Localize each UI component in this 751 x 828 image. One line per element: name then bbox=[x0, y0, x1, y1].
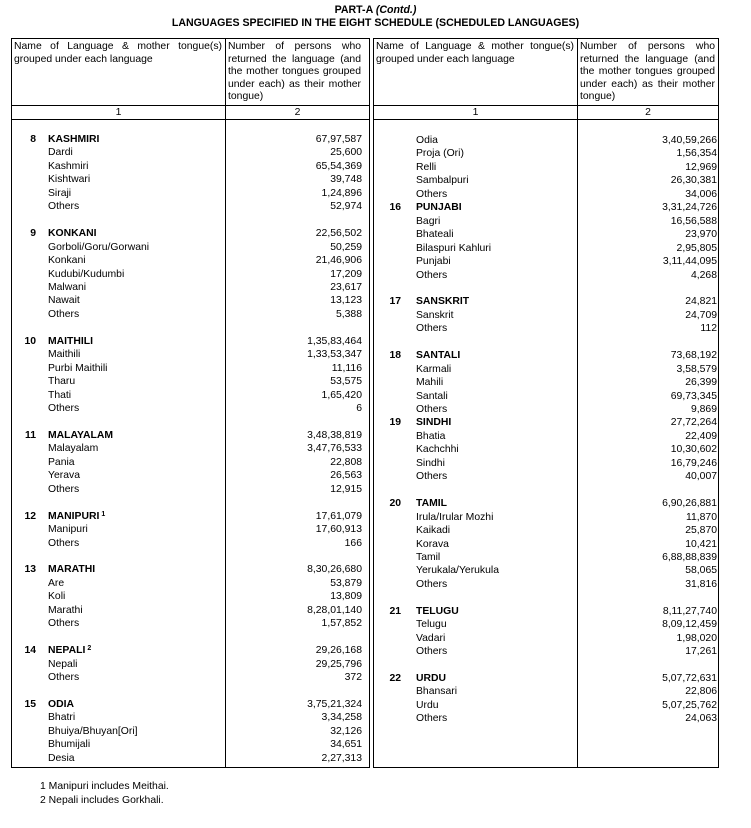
mother-tongue-name: Sindhi bbox=[416, 457, 445, 469]
persons-count: 4,268 bbox=[690, 269, 717, 281]
mother-tongue-row bbox=[374, 134, 718, 148]
persons-count: 3,47,76,533 bbox=[307, 443, 362, 455]
mother-tongue-row bbox=[374, 632, 718, 646]
mother-tongue-row bbox=[374, 685, 718, 699]
persons-count: 29,26,168 bbox=[315, 645, 362, 657]
persons-count: 22,808 bbox=[330, 456, 362, 468]
persons-count: 3,40,59,266 bbox=[662, 135, 717, 146]
mother-tongue-row bbox=[374, 255, 718, 269]
mother-tongue-name: Yerukala/Yerukula bbox=[416, 565, 499, 577]
persons-count: 3,58,579 bbox=[676, 363, 717, 375]
persons-count: 67,97,587 bbox=[315, 134, 362, 145]
persons-count: 8,28,01,140 bbox=[307, 604, 362, 616]
mother-tongue-row bbox=[12, 160, 369, 174]
mother-tongue-name: Bagri bbox=[416, 215, 441, 227]
mother-tongue-row bbox=[12, 362, 369, 376]
mother-tongue-name: Korava bbox=[416, 538, 449, 550]
mother-tongue-name: Kishtwari bbox=[48, 174, 91, 186]
mother-tongue-name: Others bbox=[416, 269, 448, 281]
mother-tongue-name: Desia bbox=[48, 752, 75, 764]
mother-tongue-row bbox=[374, 242, 718, 256]
persons-count: 26,399 bbox=[685, 377, 717, 389]
footnote-1: 1 Manipuri includes Meithai. bbox=[40, 781, 169, 792]
serial-number: 14 bbox=[24, 645, 36, 657]
language-row bbox=[374, 497, 718, 511]
column-number-rule bbox=[374, 119, 718, 120]
part-label: PART-A bbox=[334, 4, 373, 16]
mother-tongue-row bbox=[12, 375, 369, 389]
language-row bbox=[374, 672, 718, 686]
serial-number: 12 bbox=[24, 510, 36, 522]
left-table-panel bbox=[11, 38, 370, 768]
mother-tongue-row bbox=[374, 511, 718, 525]
mother-tongue-name: Pania bbox=[48, 456, 75, 468]
persons-count: 40,007 bbox=[685, 471, 717, 483]
persons-count: 11,116 bbox=[331, 362, 362, 374]
mother-tongue-row bbox=[374, 457, 718, 471]
persons-count: 13,809 bbox=[330, 591, 362, 603]
mother-tongue-row bbox=[374, 618, 718, 632]
mother-tongue-row bbox=[12, 469, 369, 483]
mother-tongue-name: Bhumijali bbox=[48, 739, 91, 751]
mother-tongue-row bbox=[374, 309, 718, 323]
mother-tongue-row bbox=[374, 712, 718, 726]
mother-tongue-name: Proja (Ori) bbox=[416, 148, 464, 160]
mother-tongue-row bbox=[12, 725, 369, 739]
mother-tongue-row bbox=[12, 671, 369, 685]
mother-tongue-row bbox=[12, 187, 369, 201]
persons-count: 34,651 bbox=[330, 739, 362, 751]
mother-tongue-name: Bhateali bbox=[416, 229, 454, 241]
right-table-panel bbox=[373, 38, 719, 768]
mother-tongue-row bbox=[374, 645, 718, 659]
language-name: SANTALI bbox=[416, 350, 461, 362]
part-heading bbox=[0, 4, 751, 16]
persons-count: 12,915 bbox=[330, 483, 362, 495]
name-column-header: Name of Language & mother tongue(s) grouped under each language bbox=[376, 41, 574, 65]
mother-tongue-name: Malwani bbox=[48, 281, 87, 293]
language-row bbox=[12, 227, 369, 241]
language-name: TELUGU bbox=[416, 605, 459, 617]
persons-count: 1,33,53,347 bbox=[307, 349, 362, 361]
column-number-2: 2 bbox=[645, 107, 651, 118]
language-name: KASHMIRI bbox=[48, 134, 100, 145]
mother-tongue-row bbox=[12, 577, 369, 591]
persons-count: 22,806 bbox=[685, 686, 717, 698]
mother-tongue-row bbox=[12, 294, 369, 308]
mother-tongue-row bbox=[12, 254, 369, 268]
mother-tongue-row bbox=[374, 564, 718, 578]
language-row bbox=[374, 295, 718, 309]
language-name: ODIA bbox=[48, 698, 74, 710]
persons-count: 58,065 bbox=[685, 565, 717, 577]
serial-number: 9 bbox=[30, 228, 36, 240]
mother-tongue-name: Purbi Maithili bbox=[48, 362, 108, 374]
persons-count: 5,07,25,762 bbox=[662, 699, 717, 711]
mother-tongue-row bbox=[374, 551, 718, 565]
mother-tongue-name: Others bbox=[48, 201, 80, 213]
persons-count: 112 bbox=[700, 323, 717, 335]
mother-tongue-name: Yerava bbox=[48, 470, 80, 482]
language-row bbox=[12, 429, 369, 443]
footnote-2: 2 Nepali includes Gorkhali. bbox=[40, 794, 164, 806]
mother-tongue-row bbox=[12, 348, 369, 362]
count-column-header: Number of persons who returned the language (and the mother tongues grouped under each) as their mother tongue) bbox=[228, 41, 361, 102]
serial-number: 16 bbox=[389, 202, 401, 214]
persons-count: 25,600 bbox=[330, 147, 362, 159]
mother-tongue-name: Vadari bbox=[416, 632, 446, 644]
mother-tongue-row bbox=[12, 604, 369, 618]
mother-tongue-name: Thati bbox=[48, 389, 72, 401]
language-row bbox=[12, 133, 369, 147]
persons-count: 31,816 bbox=[685, 578, 717, 590]
mother-tongue-row bbox=[374, 188, 718, 202]
persons-count: 16,56,588 bbox=[670, 215, 717, 227]
mother-tongue-row bbox=[12, 456, 369, 470]
mother-tongue-name: Others bbox=[416, 578, 448, 590]
mother-tongue-row bbox=[374, 699, 718, 713]
mother-tongue-name: Bilaspuri Kahluri bbox=[416, 242, 492, 254]
persons-count: 3,75,21,324 bbox=[307, 698, 362, 710]
persons-count: 24,709 bbox=[685, 309, 717, 321]
language-row bbox=[12, 510, 369, 524]
persons-count: 65,54,369 bbox=[315, 160, 362, 172]
persons-count: 50,259 bbox=[330, 241, 362, 253]
persons-count: 25,870 bbox=[685, 525, 717, 537]
serial-number: 21 bbox=[389, 605, 401, 617]
persons-count: 69,73,345 bbox=[670, 390, 717, 402]
mother-tongue-row bbox=[12, 389, 369, 403]
mother-tongue-row bbox=[12, 658, 369, 672]
language-row bbox=[12, 698, 369, 712]
mother-tongue-name: Tharu bbox=[48, 376, 76, 388]
persons-count: 22,56,502 bbox=[315, 228, 362, 240]
mother-tongue-row bbox=[12, 738, 369, 752]
mother-tongue-row bbox=[374, 470, 718, 484]
persons-count: 73,68,192 bbox=[670, 350, 717, 362]
language-row bbox=[374, 201, 718, 215]
mother-tongue-row bbox=[12, 268, 369, 282]
persons-count: 24,063 bbox=[685, 713, 717, 725]
language-name: MANIPURI $^1$ bbox=[48, 510, 106, 522]
mother-tongue-name: Others bbox=[48, 308, 80, 320]
persons-count: 5,388 bbox=[335, 308, 362, 320]
mother-tongue-name: Others bbox=[416, 188, 448, 200]
mother-tongue-name: Bhatri bbox=[48, 712, 76, 724]
mother-tongue-name: Urdu bbox=[416, 699, 439, 711]
mother-tongue-name: Kaikadi bbox=[416, 525, 451, 537]
mother-tongue-row bbox=[12, 523, 369, 537]
language-row bbox=[12, 563, 369, 577]
persons-count: 11,870 bbox=[685, 511, 717, 523]
persons-count: 27,72,264 bbox=[670, 417, 717, 429]
persons-count: 22,409 bbox=[685, 430, 717, 442]
persons-count: 3,34,258 bbox=[321, 712, 362, 724]
persons-count: 29,25,796 bbox=[315, 658, 362, 670]
mother-tongue-row bbox=[12, 173, 369, 187]
persons-count: 10,421 bbox=[685, 538, 717, 550]
language-row bbox=[374, 349, 718, 363]
language-name: MARATHI bbox=[48, 564, 96, 576]
mother-tongue-name: Kachchhi bbox=[416, 444, 459, 456]
mother-tongue-row bbox=[374, 524, 718, 538]
mother-tongue-row bbox=[374, 430, 718, 444]
mother-tongue-name: Irula/Irular Mozhi bbox=[416, 511, 494, 523]
language-name: URDU bbox=[416, 673, 447, 684]
persons-count: 1,57,852 bbox=[321, 618, 362, 630]
mother-tongue-row bbox=[12, 752, 369, 766]
mother-tongue-name: Kashmiri bbox=[48, 160, 89, 172]
persons-count: 3,31,24,726 bbox=[662, 202, 717, 214]
language-name: MAITHILI bbox=[48, 335, 94, 347]
mother-tongue-name: Santali bbox=[416, 390, 448, 402]
mother-tongue-name: Others bbox=[416, 471, 448, 483]
mother-tongue-row bbox=[12, 483, 369, 497]
language-name: NEPALI $^2$ bbox=[48, 645, 92, 657]
mother-tongue-row bbox=[374, 161, 718, 175]
language-row bbox=[374, 416, 718, 430]
serial-number: 18 bbox=[389, 350, 401, 362]
mother-tongue-name: Odia bbox=[416, 135, 438, 146]
mother-tongue-name: Relli bbox=[416, 161, 437, 173]
serial-number: 17 bbox=[389, 296, 401, 308]
mother-tongue-row bbox=[374, 147, 718, 161]
mother-tongue-name: Others bbox=[48, 672, 80, 683]
mother-tongue-row bbox=[374, 228, 718, 242]
persons-count: 1,35,83,464 bbox=[307, 335, 362, 347]
persons-count: 32,126 bbox=[330, 725, 362, 737]
mother-tongue-row bbox=[12, 281, 369, 295]
mother-tongue-name: Koli bbox=[48, 591, 66, 603]
persons-count: 17,209 bbox=[330, 268, 362, 280]
mother-tongue-row bbox=[12, 442, 369, 456]
persons-count: 26,30,381 bbox=[670, 175, 717, 187]
mother-tongue-row bbox=[374, 174, 718, 188]
persons-count: 39,748 bbox=[330, 174, 362, 186]
mother-tongue-name: Nepali bbox=[48, 658, 78, 670]
mother-tongue-row bbox=[374, 443, 718, 457]
language-name: SANSKRIT bbox=[416, 296, 470, 308]
persons-count: 23,970 bbox=[685, 229, 717, 241]
mother-tongue-name: Others bbox=[48, 537, 80, 549]
persons-count: 6 bbox=[356, 403, 362, 414]
mother-tongue-row bbox=[374, 269, 718, 283]
footnote-marker: 1 bbox=[101, 510, 106, 518]
column-number-rule bbox=[12, 119, 369, 120]
persons-count: 6,90,26,881 bbox=[662, 498, 717, 510]
column-number-1: 1 bbox=[472, 107, 479, 118]
persons-count: 26,563 bbox=[330, 470, 362, 482]
language-name: PUNJABI bbox=[416, 202, 462, 214]
serial-number: 13 bbox=[24, 564, 36, 576]
mother-tongue-name: Bhansari bbox=[416, 686, 458, 698]
mother-tongue-name: Others bbox=[416, 646, 448, 658]
column-number-1: 1 bbox=[115, 107, 122, 118]
mother-tongue-name: Malayalam bbox=[48, 443, 99, 455]
serial-number: 19 bbox=[389, 417, 401, 429]
persons-count: 372 bbox=[344, 672, 362, 683]
persons-count: 9,869 bbox=[690, 404, 717, 415]
mother-tongue-row bbox=[374, 538, 718, 552]
mother-tongue-row bbox=[12, 146, 369, 160]
mother-tongue-name: Nawait bbox=[48, 295, 80, 307]
mother-tongue-row bbox=[374, 215, 718, 229]
mother-tongue-name: Bhatia bbox=[416, 430, 446, 442]
mother-tongue-row bbox=[12, 711, 369, 725]
persons-count: 53,575 bbox=[330, 376, 362, 388]
mother-tongue-row bbox=[374, 390, 718, 404]
mother-tongue-name: Tamil bbox=[416, 551, 441, 563]
serial-number: 10 bbox=[24, 335, 36, 347]
serial-number: 11 bbox=[25, 429, 36, 441]
mother-tongue-name: Others bbox=[416, 713, 448, 725]
footnote-marker: 2 bbox=[87, 645, 92, 653]
persons-count: 21,46,906 bbox=[315, 255, 362, 267]
mother-tongue-name: Others bbox=[48, 403, 80, 414]
mother-tongue-row bbox=[12, 590, 369, 604]
mother-tongue-row bbox=[12, 402, 369, 416]
column-number-2: 2 bbox=[294, 107, 301, 118]
mother-tongue-row bbox=[374, 578, 718, 592]
mother-tongue-row bbox=[374, 363, 718, 377]
persons-count: 5,07,72,631 bbox=[662, 673, 717, 684]
mother-tongue-name: Manipuri bbox=[48, 524, 88, 536]
persons-count: 166 bbox=[344, 537, 362, 549]
persons-count: 52,974 bbox=[330, 201, 362, 213]
persons-count: 2,27,313 bbox=[321, 752, 362, 764]
language-name: KONKANI bbox=[48, 228, 97, 240]
mother-tongue-name: Sambalpuri bbox=[416, 175, 469, 187]
persons-count: 34,006 bbox=[685, 188, 717, 200]
mother-tongue-name: Siraji bbox=[48, 187, 72, 199]
mother-tongue-name: Mahili bbox=[416, 377, 444, 389]
serial-number: 20 bbox=[389, 498, 401, 510]
contd-label: (Contd.) bbox=[375, 4, 417, 16]
persons-count: 8,09,12,459 bbox=[662, 619, 717, 631]
persons-count: 12,969 bbox=[685, 161, 717, 173]
persons-count: 10,30,602 bbox=[670, 444, 717, 456]
mother-tongue-name: Others bbox=[48, 618, 80, 630]
persons-count: 8,30,26,680 bbox=[307, 564, 362, 576]
mother-tongue-name: Dardi bbox=[48, 147, 73, 159]
persons-count: 6,88,88,839 bbox=[662, 551, 717, 563]
mother-tongue-name: Telugu bbox=[416, 619, 447, 631]
persons-count: 17,261 bbox=[685, 646, 717, 658]
persons-count: 23,617 bbox=[330, 281, 362, 293]
mother-tongue-row bbox=[12, 308, 369, 322]
mother-tongue-name: Punjabi bbox=[416, 256, 451, 268]
mother-tongue-row bbox=[12, 537, 369, 551]
mother-tongue-row bbox=[12, 200, 369, 214]
mother-tongue-name: Are bbox=[48, 577, 65, 589]
mother-tongue-name: Others bbox=[48, 483, 80, 495]
persons-count: 8,11,27,740 bbox=[662, 605, 717, 617]
serial-number: 15 bbox=[24, 698, 36, 710]
mother-tongue-name: Maithili bbox=[48, 349, 81, 361]
language-row bbox=[374, 605, 718, 619]
persons-count: 3,48,38,819 bbox=[307, 429, 362, 441]
mother-tongue-row bbox=[12, 241, 369, 255]
persons-count: 16,79,246 bbox=[670, 457, 717, 469]
persons-count: 1,24,896 bbox=[321, 187, 362, 199]
persons-count: 17,61,079 bbox=[315, 510, 362, 522]
persons-count: 53,879 bbox=[330, 577, 362, 589]
mother-tongue-name: Sanskrit bbox=[416, 309, 454, 321]
schedule-title: LANGUAGES SPECIFIED IN THE EIGHT SCHEDULE (SCHEDULED LANGUAGES) bbox=[171, 17, 580, 29]
persons-count: 3,11,44,095 bbox=[662, 256, 717, 268]
language-row bbox=[12, 644, 369, 658]
persons-count: 1,56,354 bbox=[676, 148, 717, 160]
language-name: MALAYALAM bbox=[48, 429, 114, 441]
mother-tongue-row bbox=[374, 376, 718, 390]
serial-number: 8 bbox=[30, 134, 36, 145]
count-column-header: Number of persons who returned the language (and the mother tongues grouped under each) as their mother tongue) bbox=[580, 41, 715, 102]
language-row bbox=[12, 335, 369, 349]
mother-tongue-name: Bhuiya/Bhuyan[Ori] bbox=[48, 725, 138, 737]
mother-tongue-name: Karmali bbox=[416, 363, 452, 375]
persons-count: 1,65,420 bbox=[321, 389, 362, 401]
persons-count: 17,60,913 bbox=[315, 524, 362, 536]
language-name: TAMIL bbox=[416, 498, 447, 510]
serial-number: 22 bbox=[389, 673, 401, 684]
mother-tongue-row bbox=[374, 322, 718, 336]
persons-count: 24,821 bbox=[685, 296, 717, 308]
mother-tongue-name: Konkani bbox=[48, 255, 86, 267]
name-column-header: Name of Language & mother tongue(s) grouped under each language bbox=[14, 41, 222, 65]
mother-tongue-name: Gorboli/Goru/Gorwani bbox=[48, 241, 150, 253]
persons-count: 2,95,805 bbox=[676, 242, 717, 254]
mother-tongue-name: Marathi bbox=[48, 604, 83, 616]
mother-tongue-name: Kudubi/Kudumbi bbox=[48, 268, 125, 280]
persons-count: 13,123 bbox=[330, 295, 362, 307]
persons-count: 1,98,020 bbox=[676, 632, 717, 644]
language-name: SINDHI bbox=[416, 417, 452, 429]
footnotes bbox=[40, 780, 169, 807]
mother-tongue-name: Others bbox=[416, 404, 448, 415]
mother-tongue-row bbox=[374, 403, 718, 417]
mother-tongue-name: Others bbox=[416, 323, 448, 335]
mother-tongue-row bbox=[12, 617, 369, 631]
